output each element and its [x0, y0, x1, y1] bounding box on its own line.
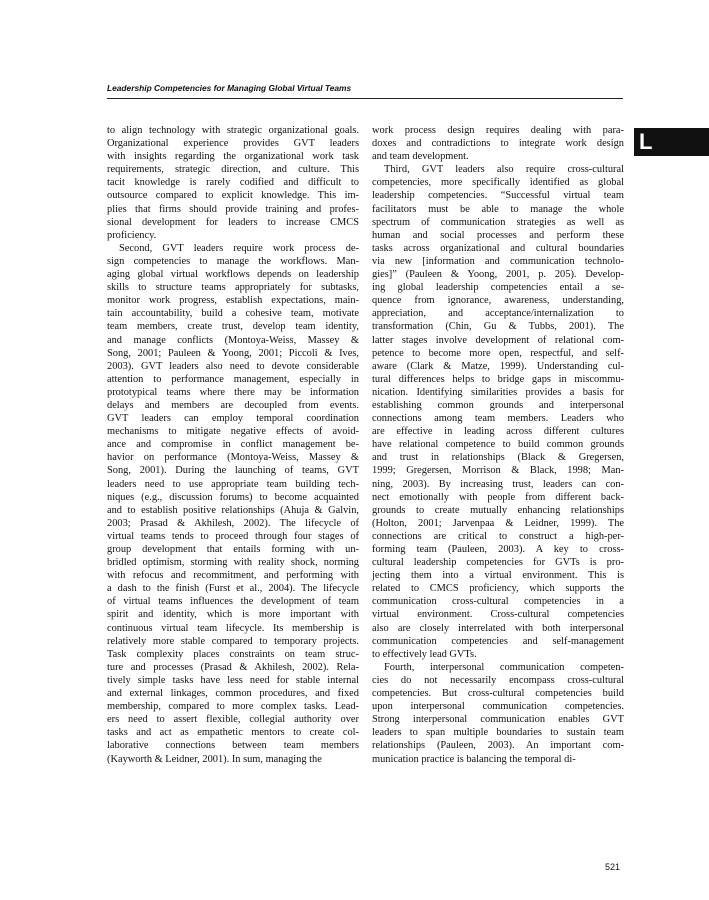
- text-line: outsource compared to explicit knowledge. This im-: [107, 190, 359, 202]
- text-line: attention to performance management, especially in: [107, 373, 359, 385]
- text-line: leaders to span multiple boundaries to sustain team: [372, 727, 624, 739]
- text-line: with insights regarding the organizational work task: [107, 151, 359, 163]
- text-line: communication competencies and self-management: [372, 635, 624, 647]
- text-line: facilitators must be able to manage the whole: [372, 203, 624, 215]
- text-line: forming team (Pauleen, 2003). A key to cross-: [372, 544, 624, 555]
- text-line: petence to become more open, respectful, and self-: [372, 347, 624, 359]
- text-line: group development that entails forming with un-: [107, 544, 359, 555]
- text-line: quence from ignorance, awareness, understanding,: [372, 295, 624, 307]
- text-line: bridled optimism, storming with reality shock, norming: [107, 557, 359, 569]
- text-line: plies that firms should provide training and profes-: [107, 203, 359, 215]
- text-line: relatively more stable compared to temporary projects.: [107, 635, 359, 647]
- text-line: a dash to the finish (Furst et al., 2004). The lifecycle: [107, 583, 359, 595]
- text-line: communication cross-cultural competencies in a: [372, 596, 624, 608]
- text-line: continuous virtual team lifecycle. Its membership is: [107, 622, 359, 634]
- text-line: and external linkages, common procedures, and fixed: [107, 688, 359, 700]
- text-line: tively simple tasks have less need for stable internal: [107, 674, 359, 686]
- text-line: requirements, strategic direction, and culture. This: [107, 164, 359, 176]
- text-line: monitor work progress, establish expectations, main-: [107, 295, 359, 307]
- text-line: spirit and identity, which is more important with: [107, 609, 359, 621]
- page-number: 521: [605, 862, 621, 872]
- text-line: Fourth, interpersonal communication competen-: [384, 661, 624, 673]
- text-line: nication. Identifying similarities provides a basis for: [372, 386, 624, 398]
- header-rule: [107, 98, 623, 99]
- text-line: havior on performance (Montoya-Weiss, Massey &: [107, 452, 359, 464]
- text-line: niques (e.g., discussion forums) to become acquainted: [107, 491, 359, 503]
- text-line: competencies, more specifically identified as global: [372, 177, 624, 189]
- text-line: relationships (Pauleen, 2003). An important com-: [372, 740, 624, 752]
- text-line: to align technology with strategic organizational goals.: [107, 125, 359, 136]
- text-line: Task complexity places constraints on team struc-: [107, 648, 359, 660]
- text-line: cies do not necessarily encompass cross-cultural: [372, 674, 624, 686]
- text-line: membership, compared to more complex tasks. Lead-: [107, 701, 359, 713]
- text-line: 2003; Prasad & Akhilesh, 2002). The lifecycle of: [107, 517, 359, 529]
- text-line: ance and compromise in conflict management be-: [107, 439, 359, 451]
- text-line: cultural leadership competencies for GVTs is pro-: [372, 557, 624, 569]
- text-line: nect emotionally with people from different back-: [372, 491, 624, 503]
- text-line: aging global virtual workflows depends on leadership: [107, 269, 359, 281]
- text-line: connections are critical to construct a high-per-: [372, 530, 624, 542]
- text-line: proficiency.: [107, 229, 157, 241]
- text-line: delays and members are decoupled from events.: [107, 399, 359, 411]
- text-line: gies]” (Pauleen & Yoong, 2001, p. 205). Develop-: [372, 269, 624, 281]
- text-line: and trust in relationships (Black & Gregersen,: [372, 452, 624, 464]
- text-line: Organizational experience provides GVT leaders: [107, 138, 359, 150]
- text-line: connections among team members. Leaders who: [372, 413, 624, 425]
- text-line: GVT leaders can employ temporal coordination: [107, 413, 359, 425]
- text-line: Third, GVT leaders also require cross-cultural: [384, 164, 624, 176]
- text-line: munication practice is balancing the temporal di-: [372, 753, 576, 765]
- text-line: sign competencies to manage the workflows. Man-: [107, 255, 359, 267]
- text-line: tasks across organizational and cultural boundaries: [372, 242, 624, 254]
- text-line: appreciation, and acceptance/internalization to: [372, 308, 624, 320]
- text-line: 2003). GVT leaders also need to devote considerable: [107, 360, 359, 372]
- text-line: spectrum of communication strategies as well as: [372, 216, 624, 228]
- text-line: tain accountability, build a cohesive team, motivate: [107, 308, 359, 320]
- text-line: via new [information and communication technolo-: [372, 255, 624, 267]
- text-line: leaders need to use appropriate team building tech-: [107, 478, 359, 490]
- text-line: Song, 2001; Pauleen & Yoong, 2001; Piccoli & Ives,: [107, 347, 359, 359]
- text-line: sional development for leaders to increase CMCS: [107, 216, 359, 228]
- text-line: tacit knowledge is rarely codified and difficult to: [107, 177, 359, 189]
- section-tab: [634, 128, 709, 156]
- text-line: ers need to assert flexible, collegial authority over: [107, 714, 359, 726]
- text-line: latter stages involve development of relational com-: [372, 334, 624, 346]
- text-line: mechanisms to mitigate negative effects of avoid-: [107, 426, 359, 438]
- left-text-column: [107, 124, 359, 766]
- text-line: have relational competence to build common grounds: [372, 439, 624, 451]
- text-line: upon interpersonal communication competencies.: [372, 701, 624, 713]
- text-line: related to CMCS proficiency, which supports the: [372, 583, 624, 595]
- text-line: skills to structure teams appropriately for subtasks,: [107, 282, 359, 294]
- text-line: virtual teams tends to proceed through four stages of: [107, 530, 359, 542]
- text-line: and manage conflicts (Montoya-Weiss, Massey &: [107, 334, 359, 346]
- text-line: ning, 2003). By increasing trust, leaders can con-: [372, 478, 624, 490]
- text-line: Second, GVT leaders require work process de-: [119, 242, 359, 254]
- text-line: to effectively lead GVTs.: [372, 648, 477, 660]
- text-line: (Holton, 2001; Jarvenpaa & Leidner, 1999). The: [372, 517, 624, 529]
- text-line: transformation (Chin, Gu & Tubbs, 2001). The: [372, 321, 624, 333]
- right-text-column: [372, 124, 624, 766]
- text-line: are effective in leading across different cultures: [372, 426, 624, 438]
- text-line: tasks and act as empathetic mentors to create col-: [107, 727, 359, 739]
- text-line: human and social processes and perform these: [372, 229, 624, 241]
- text-line: team members, create trust, develop team identity,: [107, 321, 359, 333]
- text-line: and team development.: [372, 151, 469, 163]
- text-line: and to establish positive relationships (Ahuja & Galvin,: [107, 504, 359, 516]
- text-line: grounds to create mutually enhancing relationships: [372, 504, 624, 516]
- text-line: ture and processes (Prasad & Akhilesh, 2002). Rela-: [107, 661, 359, 673]
- text-line: of virtual teams influences the development of team: [107, 596, 359, 608]
- text-line: work process design requires dealing with para-: [372, 125, 624, 136]
- text-line: competencies. But cross-cultural competencies build: [372, 688, 624, 700]
- text-line: doxes and contradictions to integrate work design: [372, 138, 624, 150]
- section-tab-letter: L: [639, 129, 653, 154]
- text-line: ing global leadership competencies entail a se-: [372, 282, 624, 294]
- text-line: Song, 2001). During the launching of teams, GVT: [107, 465, 359, 477]
- text-line: with refocus and recommitment, and performing with: [107, 570, 359, 582]
- text-line: aware (Clark & Matze, 1999). Understanding cul-: [372, 360, 624, 372]
- text-line: laborative connections between team members: [107, 740, 359, 752]
- text-line: leadership competencies. “Successful virtual team: [372, 190, 624, 202]
- text-line: jecting them into a virtual environment. This is: [372, 570, 624, 582]
- text-line: tural differences helps to bridge gaps in miscommu-: [372, 373, 624, 385]
- text-line: virtual environment. Cross-cultural competencies: [372, 609, 624, 621]
- text-line: prototypical teams where there may be information: [107, 386, 359, 398]
- text-line: (Kayworth & Leidner, 2001). In sum, managing the: [107, 753, 322, 765]
- running-head-title: Leadership Competencies for Managing Global Virtual Teams: [107, 83, 352, 93]
- text-line: also are closely interrelated with both interpersonal: [372, 622, 624, 634]
- text-line: Strong interpersonal communication enables GVT: [372, 714, 624, 726]
- text-line: establishing common grounds and interpersonal: [372, 399, 624, 411]
- text-line: 1999; Gregersen, Morrison & Black, 1998; Man-: [372, 465, 624, 477]
